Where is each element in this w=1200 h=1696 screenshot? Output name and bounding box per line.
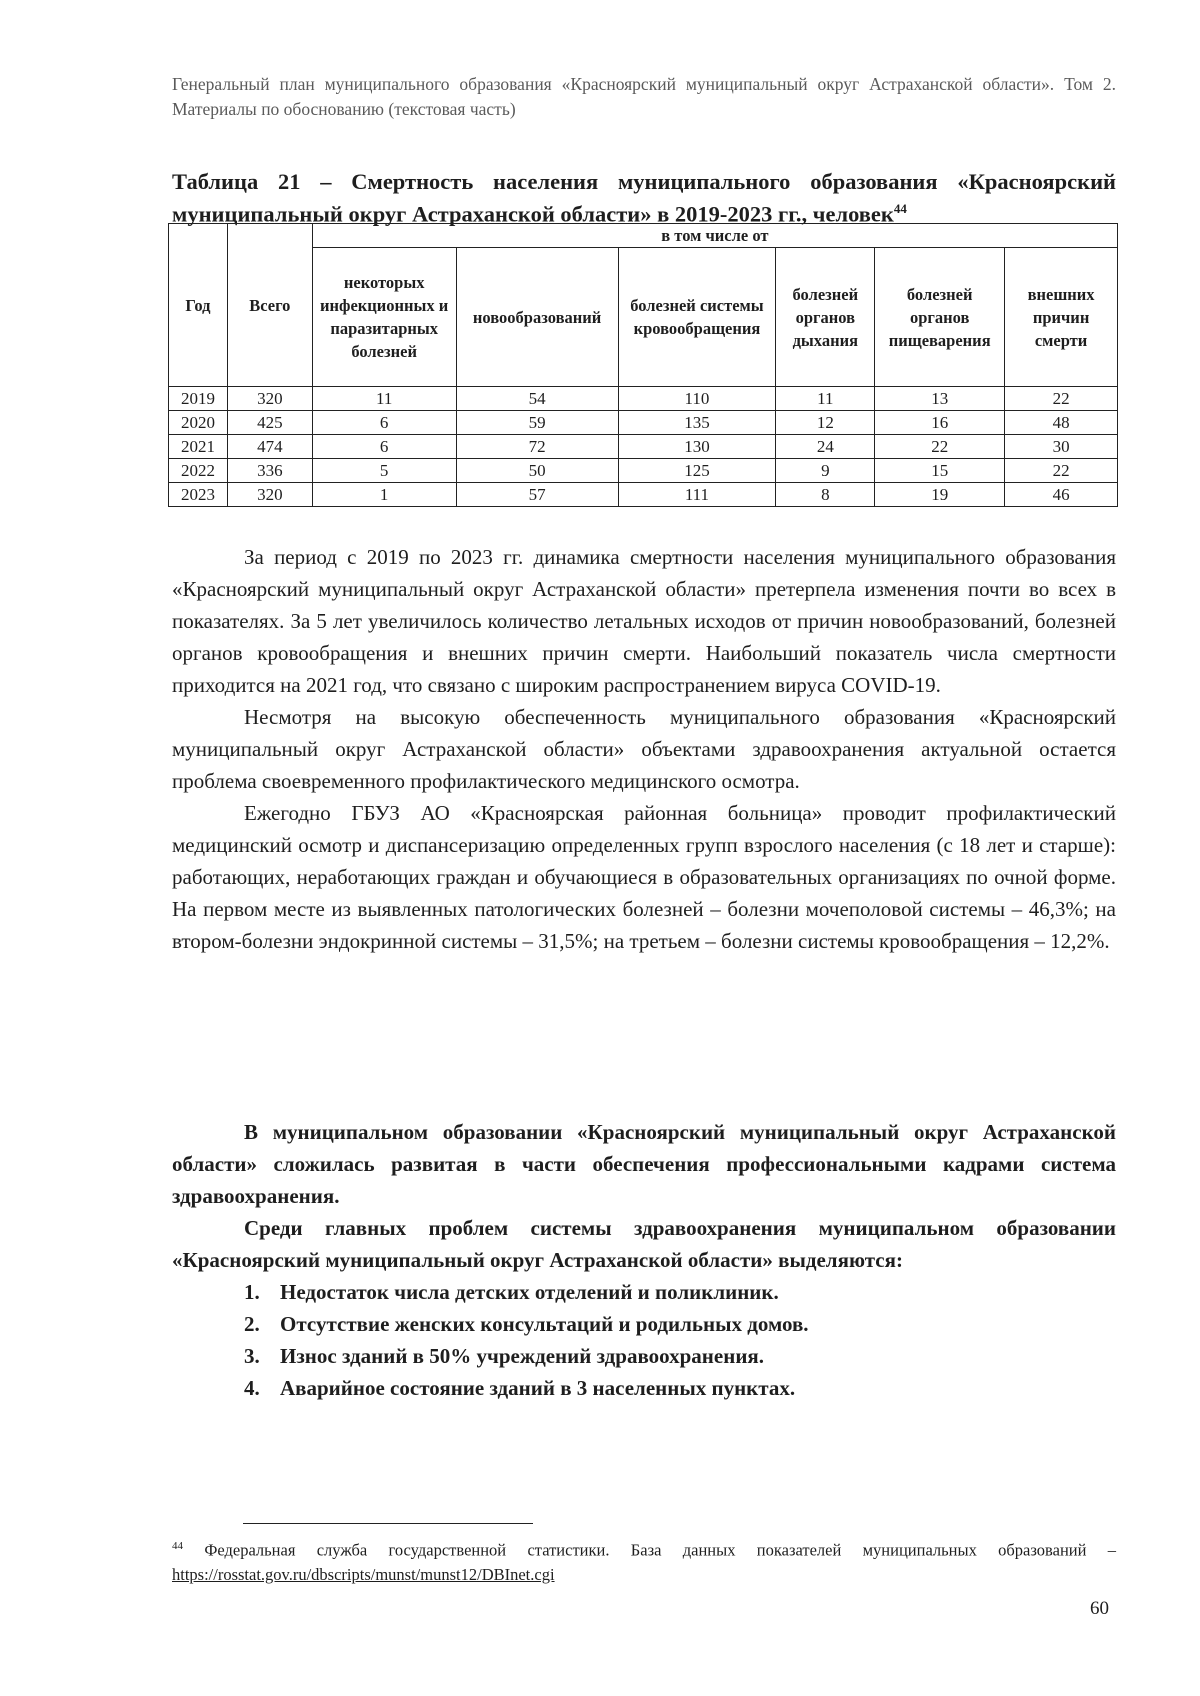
- table-row: [169, 483, 1118, 507]
- list-item-number: 2.: [244, 1312, 260, 1336]
- table-cell: 48: [1005, 411, 1118, 435]
- footnote-marker: 44: [172, 1540, 183, 1552]
- table-cell: 2023: [169, 483, 228, 507]
- table-cell: 2019: [169, 387, 228, 411]
- table-body: [169, 387, 1118, 507]
- table-row: [169, 387, 1118, 411]
- list-item-number: 4.: [244, 1376, 260, 1400]
- table-cell: 15: [875, 459, 1005, 483]
- table-cell: 11: [312, 387, 456, 411]
- page-number: 60: [1090, 1598, 1109, 1619]
- table-cell: 5: [312, 459, 456, 483]
- table-cell: 24: [776, 435, 875, 459]
- bold-paragraph: В муниципальном образовании «Красноярский муниципальный округ Астраханской области» сложилась развитая в части обеспечения профессиональными кадрами система здравоохранения.: [172, 1120, 1116, 1208]
- footnote-link[interactable]: https://rosstat.gov.ru/dbscripts/munst/munst12/DBInet.cgi: [172, 1564, 555, 1584]
- column-header-infectious: некоторых инфекционных и паразитарных болезней: [312, 248, 456, 387]
- column-header-respiratory: болезней органов дыхания: [776, 248, 875, 387]
- table-row: [169, 411, 1118, 435]
- table-cell: 8: [776, 483, 875, 507]
- table-cell: 110: [618, 387, 776, 411]
- paragraph: Несмотря на высокую обеспеченность муниципального образования «Красноярский муниципальный округ Астраханской области» объектами здравоохранения актуальной остается проблема своевременного профилактического медицинского осмотра.: [172, 705, 1116, 793]
- issues-list: [172, 1276, 1116, 1404]
- table-cell: 13: [875, 387, 1005, 411]
- list-item: [244, 1308, 1116, 1340]
- column-header-external: внешних причин смерти: [1005, 248, 1118, 387]
- table-cell: 11: [776, 387, 875, 411]
- table-cell: 425: [227, 411, 312, 435]
- list-item-text: Недостаток числа детских отделений и поликлиник.: [280, 1280, 779, 1304]
- list-item: [244, 1372, 1116, 1404]
- table-cell: 111: [618, 483, 776, 507]
- table-cell: 22: [875, 435, 1005, 459]
- list-item: [244, 1340, 1116, 1372]
- column-header-neoplasms: новообразований: [456, 248, 618, 387]
- list-item: [244, 1276, 1116, 1308]
- table-row: [169, 459, 1118, 483]
- footnote-text: Федеральная служба государственной статистики. База данных показателей муниципальных образований –: [204, 1540, 1117, 1560]
- table-cell: 16: [875, 411, 1005, 435]
- table-cell: 46: [1005, 483, 1118, 507]
- table-cell: 12: [776, 411, 875, 435]
- table-cell: 1: [312, 483, 456, 507]
- table-cell: 474: [227, 435, 312, 459]
- column-header-circulatory: болезней системы кровообращения: [618, 248, 776, 387]
- table-cell: 125: [618, 459, 776, 483]
- running-header: Генеральный план муниципального образования «Красноярский муниципальный округ Астраханской области». Том 2. Материалы по обоснованию (текстовая часть): [172, 74, 1116, 119]
- footnote-divider: [243, 1523, 533, 1524]
- column-header-digestive: болезней органов пищеварения: [875, 248, 1005, 387]
- column-header-year: Год: [169, 224, 228, 387]
- list-item-number: 1.: [244, 1280, 260, 1304]
- table-cell: 6: [312, 435, 456, 459]
- table-cell: 30: [1005, 435, 1118, 459]
- table-cell: 320: [227, 483, 312, 507]
- list-item-text: Отсутствие женских консультаций и родильных домов.: [280, 1312, 809, 1336]
- list-item-text: Аварийное состояние зданий в 3 населенных пунктах.: [280, 1376, 796, 1400]
- table-cell: 2020: [169, 411, 228, 435]
- column-group-header: в том числе от: [312, 224, 1117, 248]
- table-caption-text: Таблица 21 – Смертность населения муниципального образования «Красноярский муниципальный округ Астраханской области» в 2019-2023 гг., человек: [172, 169, 1116, 227]
- table-cell: 50: [456, 459, 618, 483]
- list-item-number: 3.: [244, 1344, 260, 1368]
- table-cell: 9: [776, 459, 875, 483]
- table-cell: 6: [312, 411, 456, 435]
- table-cell: 54: [456, 387, 618, 411]
- table-cell: 2021: [169, 435, 228, 459]
- table-cell: 336: [227, 459, 312, 483]
- list-item-text: Износ зданий в 50% учреждений здравоохранения.: [280, 1344, 765, 1368]
- footnote: [172, 1534, 1116, 1587]
- table-cell: 57: [456, 483, 618, 507]
- table-cell: 135: [618, 411, 776, 435]
- table-cell: 320: [227, 387, 312, 411]
- table-cell: 19: [875, 483, 1005, 507]
- table-cell: 22: [1005, 387, 1118, 411]
- bold-paragraph: Среди главных проблем системы здравоохранения муниципальном образовании «Красноярский муниципальный округ Астраханской области» выделяются:: [172, 1216, 1116, 1272]
- paragraph: Ежегодно ГБУЗ АО «Красноярская районная больница» проводит профилактический медицинский осмотр и диспансеризацию определенных групп взрослого населения (с 18 лет и старше): работающих, неработающих граждан и обучающиеся в образовательных организациях по очной форме. На первом месте из выявленных патологических болезней – болезни мочеполовой системы – 46,3%; на втором-болезни эндокринной системы – 31,5%; на третьем – болезни системы кровообращения – 12,2%.: [172, 801, 1116, 953]
- table-caption: [172, 168, 1116, 228]
- mortality-table: [168, 223, 1118, 507]
- table-cell: 130: [618, 435, 776, 459]
- column-header-total: Всего: [227, 224, 312, 387]
- conclusions-block: [172, 1116, 1116, 1404]
- table-row: [169, 435, 1118, 459]
- body-text: [172, 541, 1116, 957]
- table-cell: 22: [1005, 459, 1118, 483]
- footnote-reference[interactable]: 44: [893, 201, 907, 216]
- table-cell: 59: [456, 411, 618, 435]
- table-cell: 72: [456, 435, 618, 459]
- paragraph: За период с 2019 по 2023 гг. динамика смертности населения муниципального образования «Красноярский муниципальный округ Астраханской области» претерпела изменения почти во всех в показателях. За 5 лет увеличилось количество летальных исходов от причин новообразований, болезней органов кровообращения и внешних причин смерти. Наибольший показатель числа смертности приходится на 2021 год, что связано с широким распространением вируса COVID-19.: [172, 545, 1116, 697]
- table-cell: 2022: [169, 459, 228, 483]
